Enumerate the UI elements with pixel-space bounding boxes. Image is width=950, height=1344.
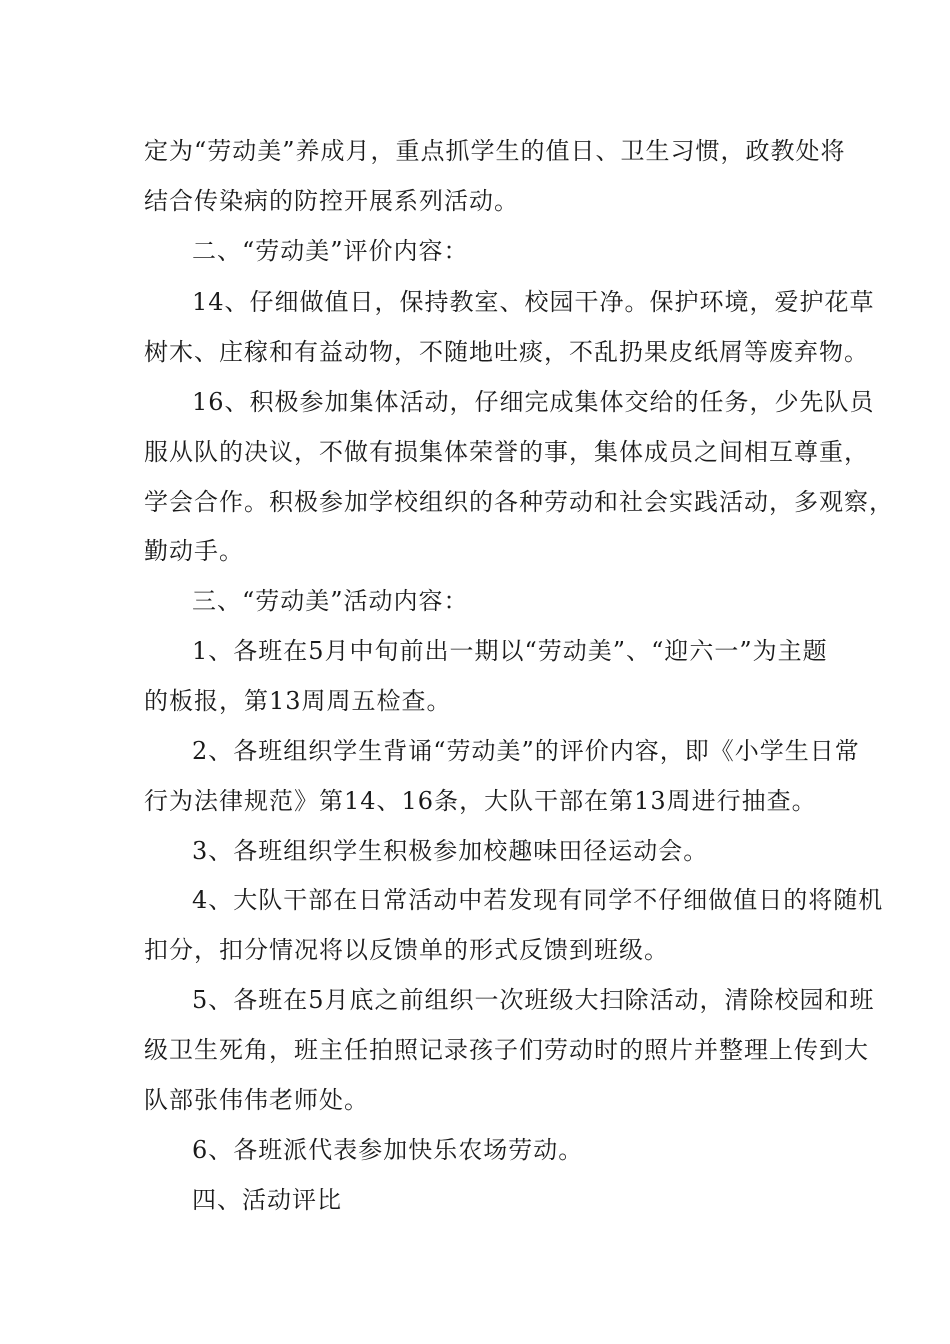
paragraph-line: 行为法律规范》第14、16条，大队干部在第13周进行抽查。 (144, 787, 817, 815)
paragraph-line: 16、积极参加集体活动，仔细完成集体交给的任务，少先队员 (192, 388, 875, 416)
section-heading: 四、活动评比 (192, 1186, 342, 1214)
paragraph-line: 结合传染病的防控开展系列活动。 (144, 187, 519, 215)
paragraph-line: 扣分，扣分情况将以反馈单的形式反馈到班级。 (144, 936, 669, 964)
paragraph-line: 2、各班组织学生背诵“劳动美”的评价内容，即《小学生日常 (192, 737, 860, 765)
paragraph-line: 勤动手。 (144, 537, 244, 565)
paragraph-line: 学会合作。积极参加学校组织的各种劳动和社会实践活动，多观察， (144, 488, 894, 516)
paragraph-line: 的板报，第13周周五检查。 (144, 687, 452, 715)
section-heading: 三、“劳动美”活动内容： (192, 587, 469, 615)
section-heading: 二、“劳动美”评价内容： (192, 237, 469, 265)
paragraph-line: 服从队的决议，不做有损集体荣誉的事，集体成员之间相互尊重， (144, 438, 869, 466)
paragraph-line: 5、各班在5月底之前组织一次班级大扫除活动，清除校园和班 (192, 986, 875, 1014)
paragraph-line: 定为“劳动美”养成月，重点抓学生的值日、卫生习惯，政教处将 (144, 137, 846, 165)
paragraph-line: 14、仔细做值日，保持教室、校园干净。保护环境，爱护花草 (192, 288, 875, 316)
paragraph-line: 4、大队干部在日常活动中若发现有同学不仔细做值日的将随机 (192, 886, 884, 914)
paragraph-line: 队部张伟伟老师处。 (144, 1086, 369, 1114)
paragraph-line: 3、各班组织学生积极参加校趣味田径运动会。 (192, 837, 709, 865)
paragraph-line: 树木、庄稼和有益动物，不随地吐痰，不乱扔果皮纸屑等废弃物。 (144, 338, 869, 366)
paragraph-line: 级卫生死角，班主任拍照记录孩子们劳动时的照片并整理上传到大 (144, 1036, 869, 1064)
paragraph-line: 1、各班在5月中旬前出一期以“劳动美”、“迎六一”为主题 (192, 637, 828, 665)
paragraph-line: 6、各班派代表参加快乐农场劳动。 (192, 1136, 584, 1164)
